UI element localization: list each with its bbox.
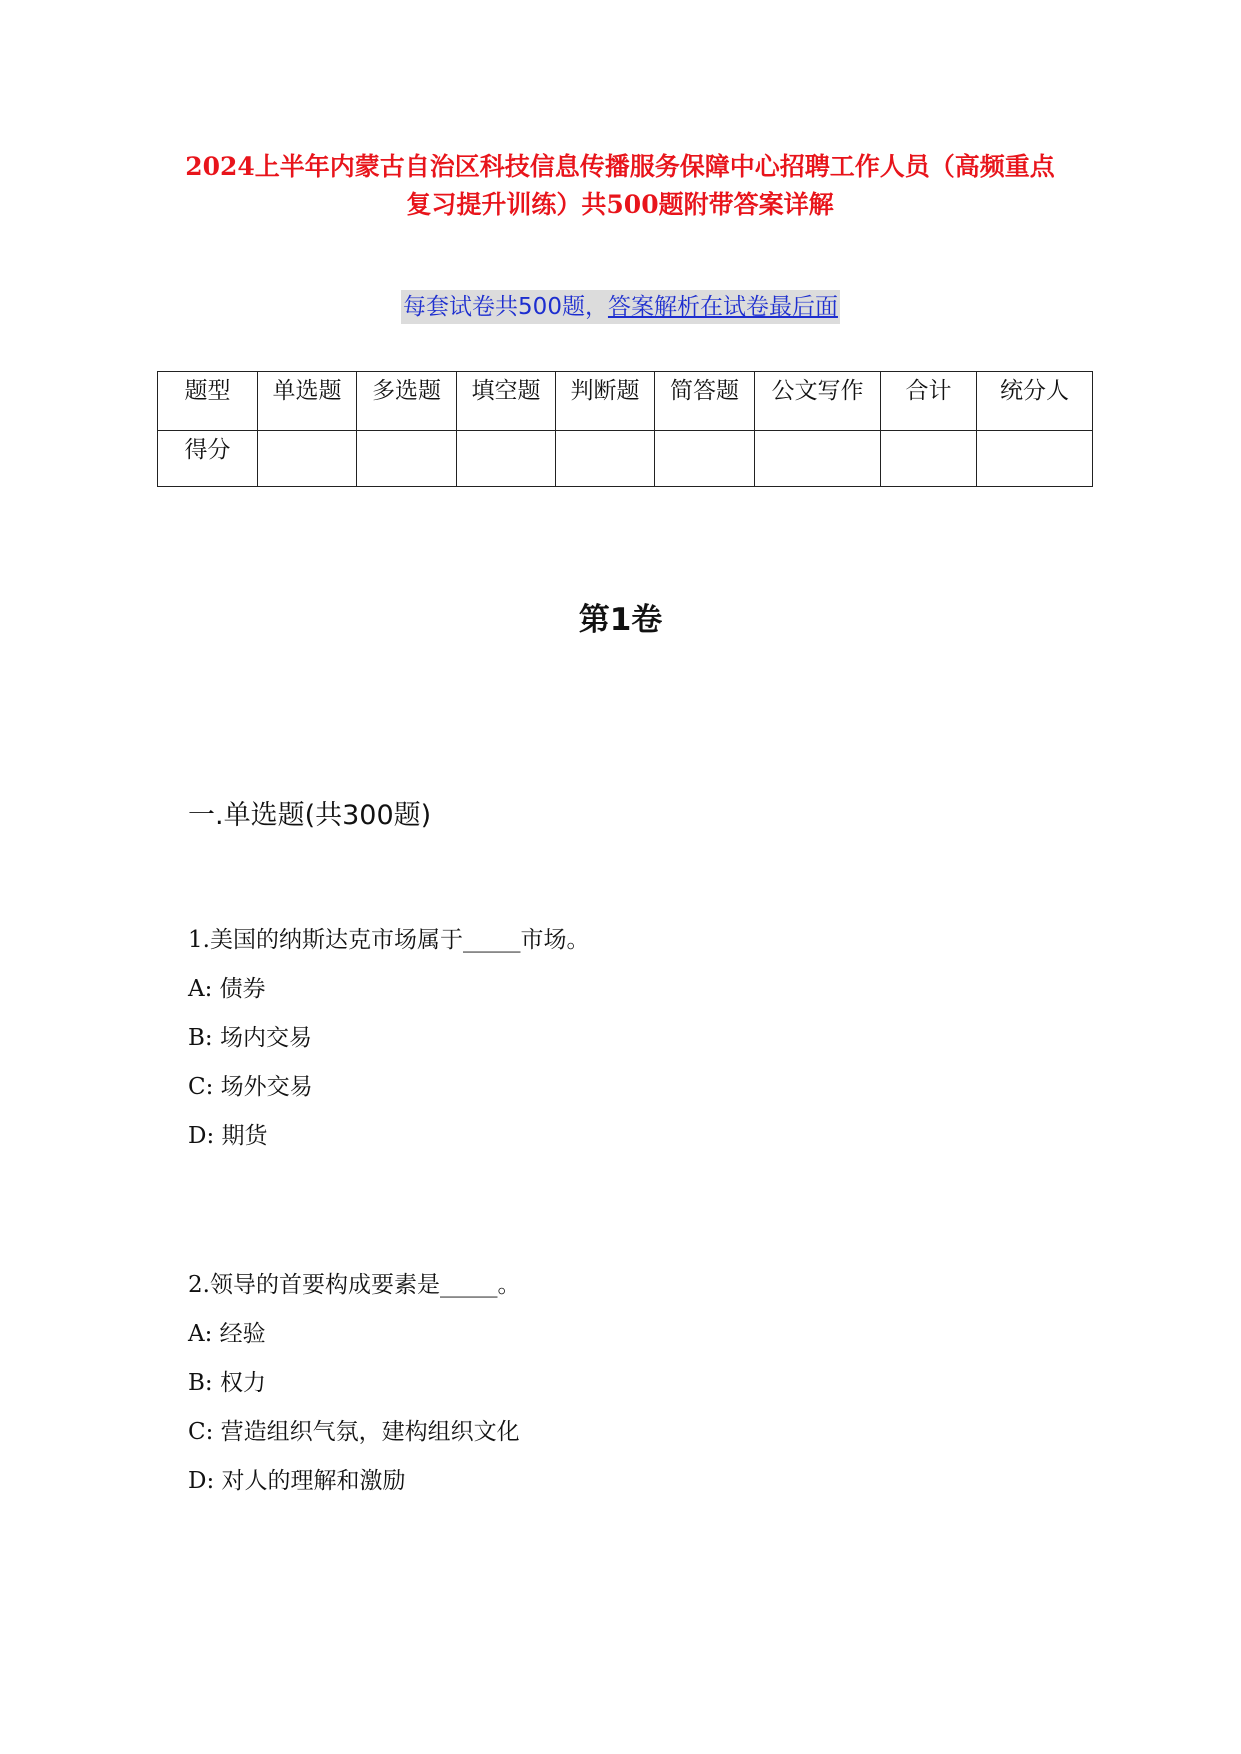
notice-banner (401, 290, 840, 324)
option-c: C: 场外交易 (188, 1074, 313, 1100)
title-line-1: 2024上半年内蒙古自治区科技信息传播服务保障中心招聘工作人员（高频重点 (185, 152, 1055, 181)
option-c: C: 营造组织气氛，建构组织文化 (188, 1419, 520, 1445)
header-cell-true-false: 判断题 (556, 372, 655, 431)
option-d: D: 对人的理解和激励 (188, 1468, 406, 1494)
question-stem: 2.领导的首要构成要素是_____。 (188, 1272, 521, 1298)
score-cell (977, 431, 1093, 487)
header-cell-type: 题型 (158, 372, 258, 431)
option-b: B: 权力 (188, 1370, 266, 1396)
score-cell (258, 431, 357, 487)
score-cell (881, 431, 977, 487)
option-a: A: 债券 (188, 976, 266, 1002)
title-line-2: 复习提升训练）共500题附带答案详解 (406, 190, 834, 219)
header-cell-single-choice: 单选题 (258, 372, 357, 431)
option-a: A: 经验 (188, 1321, 266, 1347)
option-b: B: 场内交易 (188, 1025, 312, 1051)
score-cell (655, 431, 755, 487)
header-cell-short-answer: 简答题 (655, 372, 755, 431)
score-table-score-row (158, 431, 1093, 487)
header-cell-official-writing: 公文写作 (755, 372, 881, 431)
score-cell (556, 431, 655, 487)
volume-title: 第1卷 (578, 602, 663, 638)
notice-answer-link: 答案解析在试卷最后面 (607, 294, 838, 320)
notice-wrap (0, 290, 1241, 324)
header-cell-scorer: 统分人 (977, 372, 1093, 431)
question-stem: 1.美国的纳斯达克市场属于_____市场。 (188, 927, 590, 953)
score-row-label: 得分 (158, 431, 258, 487)
score-cell (357, 431, 457, 487)
question-1 (188, 923, 589, 1168)
score-cell (755, 431, 881, 487)
section-title: 一.单选题(共300题) (188, 800, 432, 831)
score-table (157, 371, 1093, 487)
option-d: D: 期货 (188, 1123, 268, 1149)
score-cell (457, 431, 556, 487)
document-title (120, 148, 1120, 224)
score-table-header-row (158, 372, 1093, 431)
header-cell-total: 合计 (881, 372, 977, 431)
header-cell-fill-blank: 填空题 (457, 372, 556, 431)
notice-text: 每套试卷共500题， (403, 294, 608, 320)
question-2 (188, 1268, 520, 1513)
header-cell-multiple-choice: 多选题 (357, 372, 457, 431)
